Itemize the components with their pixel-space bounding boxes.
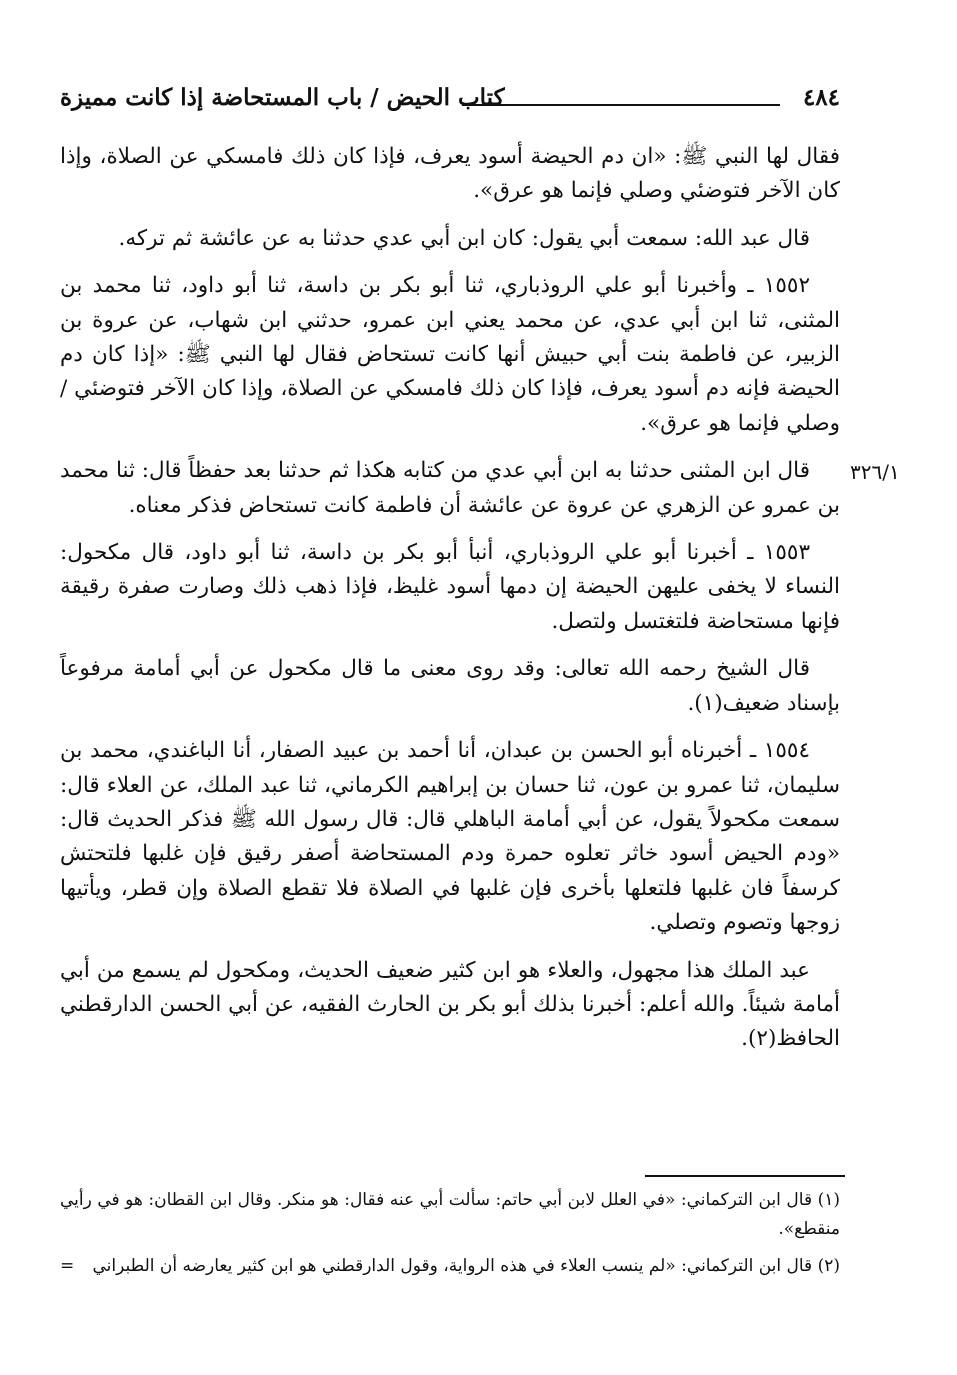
footnotes — [60, 1186, 840, 1289]
continuation-mark: = — [60, 1256, 75, 1276]
header-rule — [462, 104, 780, 106]
footnote: (١) قال ابن التركماني: «في العلل لابن أبي حاتم: سألت أبي عنه فقال: هو منكر. وقال ابن القطان: هو في رأيي منقطع». — [60, 1190, 840, 1239]
paragraph: ١٥٥٤ ـ أخبرناه أبو الحسن بن عبدان، أنا أحمد بن عبيد الصفار، أنا الباغندي، محمد بن سليمان، ثنا عمرو بن عون، ثنا حسان بن إبراهيم الكرماني، ثنا عبد الملك، عن العلاء قال: سمعت مكحولاً يقول، عن أبي أمامة الباهلي قال: قال رسول الله ﷺ فذكر الحديث قال: «ودم الحيض أسود خاثر تعلوه حمرة ودم المستحاضة أصفر رقيق فإن غلبها فلتحتش كرسفاً فان غلبها فلتعلها بأخرى فإن غلبها في الصلاة فلا تقطع الصلاة وإن قطر، ويأتيها زوجها وتصوم وتصلي. — [60, 738, 840, 936]
paragraph: ١٥٥٢ ـ وأخبرنا أبو علي الروذباري، ثنا أبو بكر بن داسة، ثنا أبو داود، ثنا محمد بن المثنى، ثنا ابن أبي عدي، عن محمد يعني ابن عمرو، حدثني ابن شهاب، عن عروة بن الزبير، عن فاطمة بنت أبي حبيش أنها كانت تستحاض فقال لها النبي ﷺ: «إذا كان دم الحيضة فإنه دم أسود يعرف، فإذا كان ذلك فامسكي عن الصلاة، وإذا كان الآخر فتوضئي / وصلي فإنما هو عرق». — [60, 273, 840, 436]
page-number: ٤٨٤ — [802, 84, 840, 111]
paragraph: ١٥٥٣ ـ أخبرنا أبو علي الروذباري، أنبأ أبو بكر بن داسة، ثنا أبو داود، قال مكحول: النساء لا يخفى عليهن الحيضة إن دمها أسود غليظ، فإذا ذهب ذلك وصارت صفرة رقيقة فإنها مستحاضة فلتغتسل ولتصل. — [60, 540, 840, 634]
footnote-separator — [645, 1175, 845, 1177]
footnote-text: (٢) قال ابن التركماني: «لم ينسب العلاء في هذه الرواية، وقول الدارقطني هو ابن كثير يعارضه أن الطبراني — [92, 1256, 840, 1276]
main-text — [60, 140, 840, 1070]
margin-volume-reference: ٣٢٦/١ — [850, 460, 900, 484]
footnote — [60, 1252, 840, 1281]
paragraph: قال الشيخ رحمه الله تعالى: وقد روى معنى ما قال مكحول عن أبي أمامة مرفوعاً بإسناد ضعيف(١). — [60, 656, 840, 716]
running-title: كتاب الحيض / باب المستحاضة إذا كانت مميزة — [60, 84, 505, 111]
running-header — [60, 84, 840, 120]
paragraph: عبد الملك هذا مجهول، والعلاء هو ابن كثير ضعيف الحديث، ومكحول لم يسمع من أبي أمامة شيئاً. والله أعلم: أخبرنا بذلك أبو بكر بن الحارث الفقيه، عن أبي الحسن الدارقطني الحافظ(٢). — [60, 957, 840, 1052]
paragraph: قال ابن المثنى حدثنا به ابن أبي عدي من كتابه هكذا ثم حدثنا بعد حفظاً قال: ثنا محمد بن عمرو عن الزهري عن عروة عن عائشة أن فاطمة كانت تستحاض فذكر معناه. — [60, 458, 840, 518]
paragraph: قال عبد الله: سمعت أبي يقول: كان ابن أبي عدي حدثنا به عن عائشة ثم تركه. — [118, 225, 810, 251]
paragraph: فقال لها النبي ﷺ: «ان دم الحيضة أسود يعرف، فإذا كان ذلك فامسكي عن الصلاة، وإذا كان الآخر فتوضئي وصلي فإنما هو عرق». — [60, 144, 840, 204]
